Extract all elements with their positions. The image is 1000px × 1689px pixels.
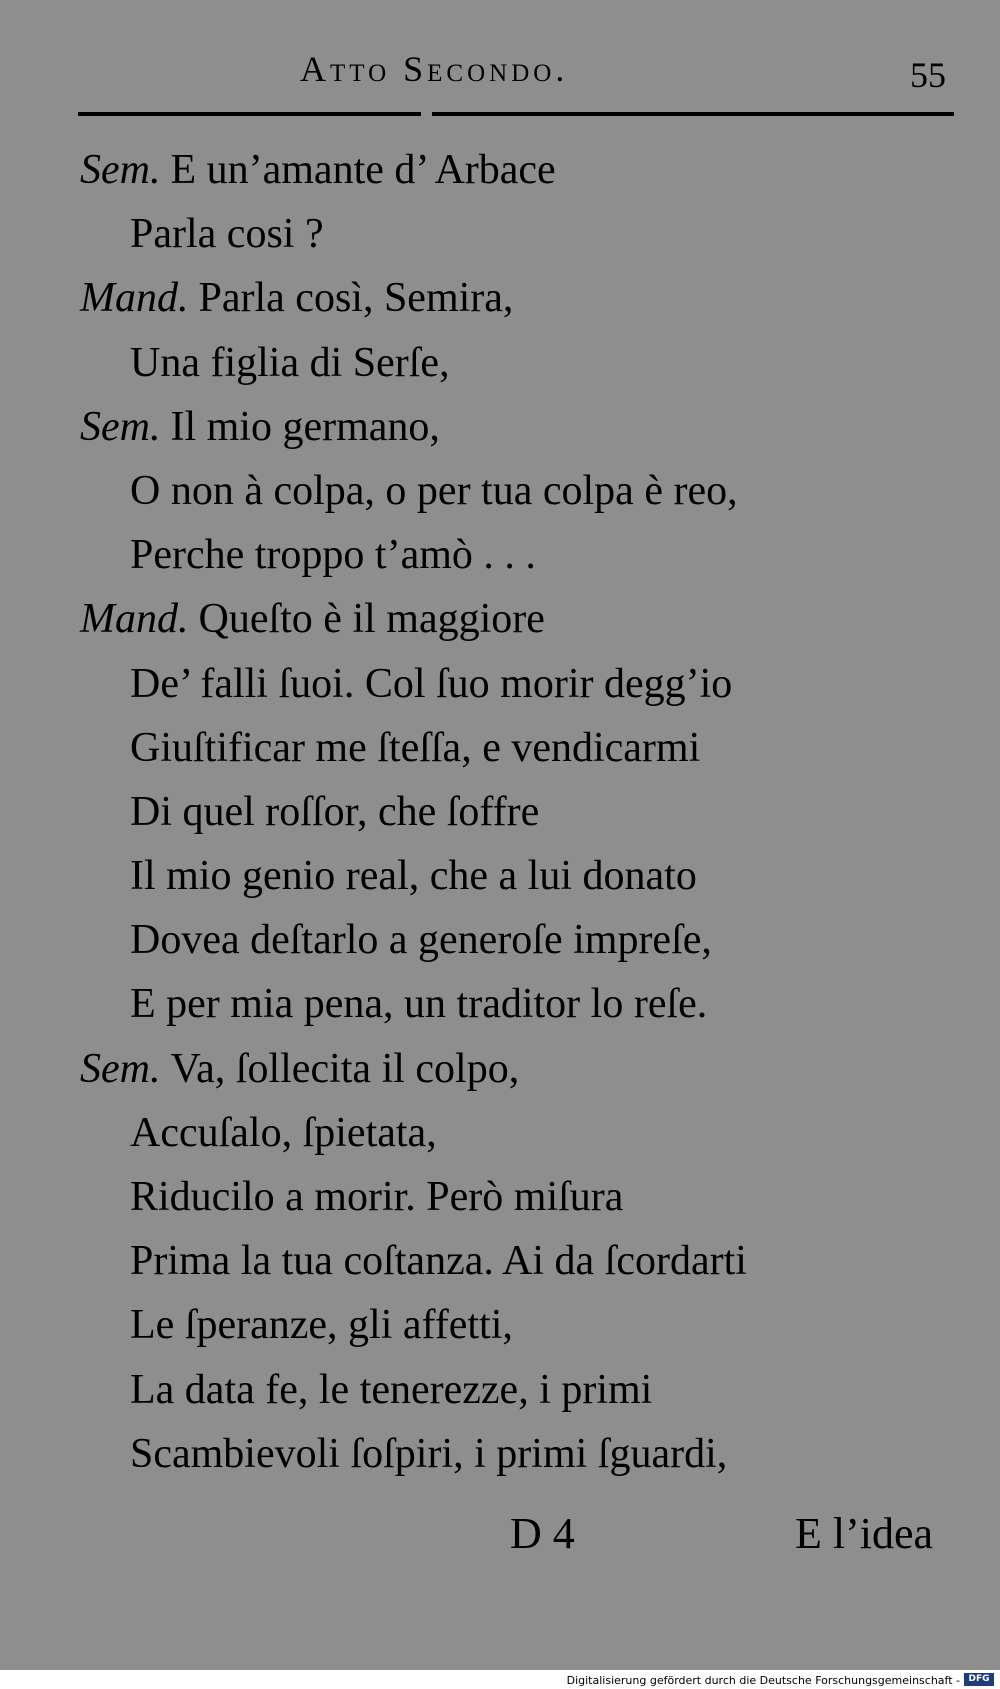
- verse-text: Di quel roſſor, che ſoffre: [130, 788, 540, 835]
- page-number: 55: [910, 55, 946, 95]
- verse-text: Perche troppo t’amò . . .: [130, 532, 536, 579]
- verse-line: [80, 780, 960, 844]
- verse-line: [80, 395, 960, 459]
- catchword: E l’idea: [795, 1509, 934, 1558]
- verse-text: Accuſalo, ſpietata,: [130, 1109, 437, 1156]
- verse-line: [80, 202, 960, 266]
- verse-text: Le ſperanze, gli affetti,: [130, 1302, 513, 1349]
- verse-line: [80, 138, 960, 202]
- header-rule-right: [432, 112, 954, 116]
- verse-line: [80, 844, 960, 908]
- verse-text: E per mia pena, un traditor lo reſe.: [130, 981, 708, 1028]
- speaker-label: Sem.: [80, 403, 161, 450]
- running-title: Atto Secondo.: [300, 49, 569, 89]
- verse-text: Dovea deſtarlo a generoſe impreſe,: [130, 917, 712, 964]
- verse-line: [80, 266, 960, 330]
- speaker-label: Sem.: [80, 1045, 161, 1092]
- verse-line: [80, 1037, 960, 1101]
- verse-line: [80, 908, 960, 972]
- header-rule-left: [78, 112, 421, 116]
- verse-line: [80, 1165, 960, 1229]
- verse-text: De’ falli ſuoi. Col ſuo morir degg’io: [130, 660, 733, 707]
- verse-line: [80, 523, 960, 587]
- verse-line: [80, 331, 960, 395]
- verse-text: Va, ſollecita il colpo,: [170, 1045, 520, 1092]
- verse-line: [80, 1293, 960, 1357]
- verse-line: [80, 459, 960, 523]
- verse-text: Parla cosi ?: [130, 211, 324, 258]
- verse-text: Una figlia di Serſe,: [130, 339, 450, 386]
- digitization-credit: Digitalisierung gefördert durch die Deutsche Forschungsgemeinschaft -: [566, 1674, 960, 1687]
- speaker-label: Mand.: [80, 275, 189, 322]
- verse-text: La data fe, le tenerezze, i primi: [130, 1366, 653, 1413]
- verse-line: [80, 1229, 960, 1293]
- verse-text: O non à colpa, o per tua colpa è reo,: [130, 467, 738, 514]
- speaker-label: Mand.: [80, 596, 189, 643]
- page-footer: [0, 1500, 1000, 1570]
- verse-line: [80, 1101, 960, 1165]
- running-head: [0, 48, 1000, 98]
- verse-line: [80, 716, 960, 780]
- speaker-label: Sem.: [80, 147, 161, 193]
- verse-text: Prima la tua coſtanza. Ai da ſcordarti: [130, 1238, 747, 1285]
- verse-text: Riducilo a morir. Però miſura: [130, 1174, 624, 1220]
- verse-line: [80, 1422, 960, 1486]
- verse-line: [80, 587, 960, 651]
- verse-text: E un’amante d’ Arbace: [170, 147, 556, 193]
- verse-text: Queſto è il maggiore: [198, 596, 545, 643]
- verse-text: Il mio germano,: [170, 403, 440, 450]
- verse-text: [80, 138, 960, 1486]
- verse-line: [80, 1358, 960, 1422]
- verse-text: Parla così, Semira,: [198, 275, 514, 322]
- verse-text: Scambievoli ſoſpiri, i primi ſguardi,: [130, 1430, 728, 1477]
- verse-text: Giuſtificar me ſteſſa, e vendicarmi: [130, 724, 701, 771]
- verse-text: Il mio genio real, che a lui donato: [130, 853, 697, 900]
- dfg-logo-icon: DFG: [964, 1673, 994, 1686]
- verse-line: [80, 652, 960, 716]
- verse-line: [80, 972, 960, 1036]
- signature-mark: D 4: [510, 1509, 575, 1558]
